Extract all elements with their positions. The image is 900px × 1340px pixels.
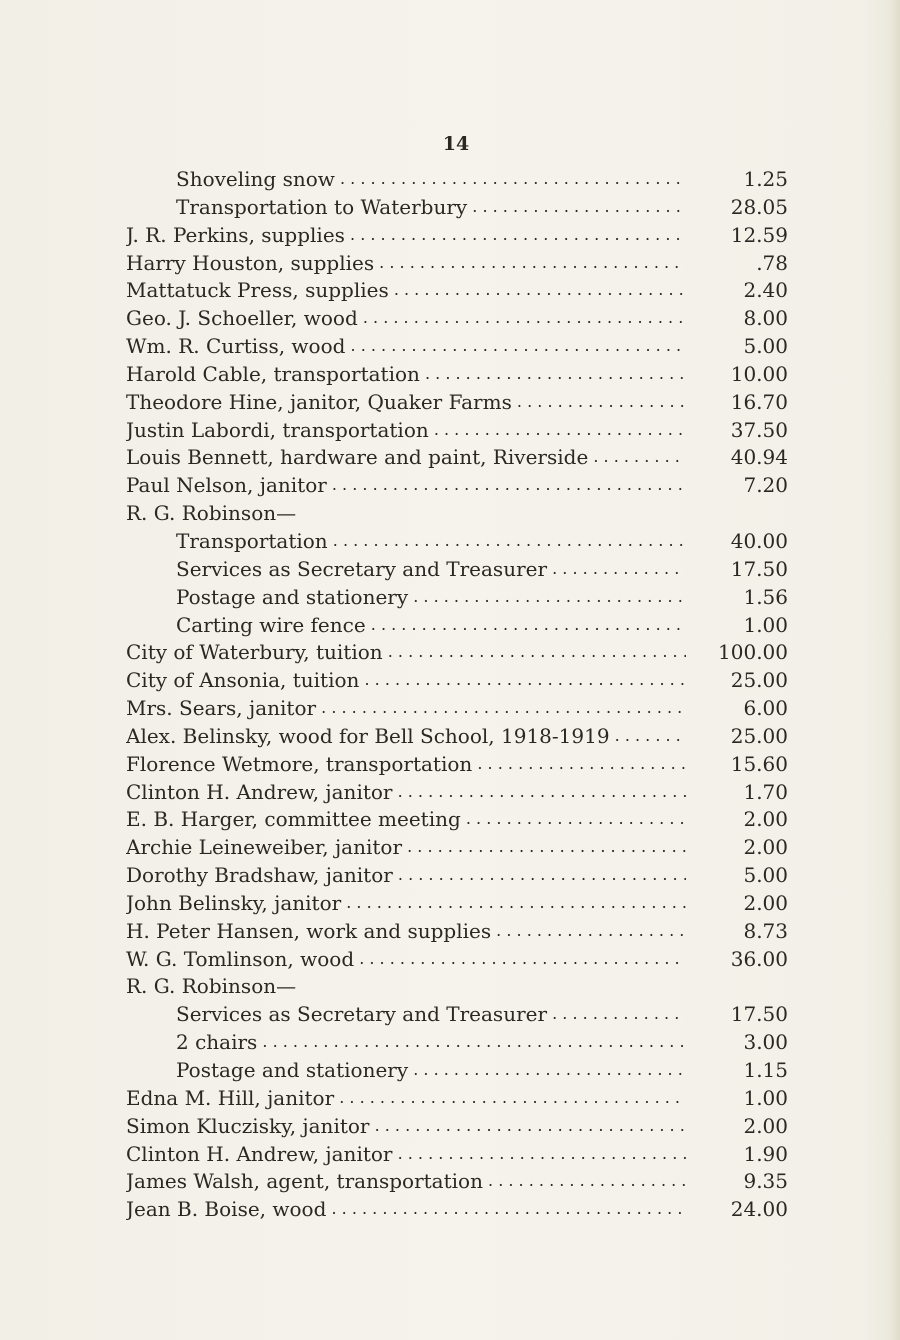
ledger-row bbox=[0, 250, 900, 278]
ledger-row bbox=[0, 1085, 900, 1113]
ledger-amount: 25.00 bbox=[730, 723, 788, 748]
ledger-amount: 10.00 bbox=[730, 361, 788, 386]
ledger-row bbox=[0, 333, 900, 361]
page-edge bbox=[890, 0, 900, 1340]
ledger-amount: .78 bbox=[756, 250, 788, 275]
ledger-amount: 37.50 bbox=[730, 417, 788, 442]
ledger-description: Mrs. Sears, janitor . . . bbox=[126, 695, 686, 724]
ledger-amount: 28.05 bbox=[730, 194, 788, 219]
ledger-row bbox=[0, 417, 900, 445]
ledger-row bbox=[0, 166, 900, 194]
ledger-description: Clinton H. Andrew, janitor . . . bbox=[126, 1141, 686, 1170]
ledger-row bbox=[0, 472, 900, 500]
ledger-amount: 2.00 bbox=[743, 835, 788, 860]
ledger-amount: 8.00 bbox=[743, 306, 788, 331]
ledger-row bbox=[0, 222, 900, 250]
ledger-amount: 5.00 bbox=[743, 334, 788, 359]
ledger-row bbox=[0, 194, 900, 222]
ledger-amount: 15.60 bbox=[730, 751, 788, 776]
ledger-description: City of Ansonia, tuition . . . bbox=[126, 667, 686, 696]
ledger-description: W. G. Tomlinson, wood . . . bbox=[126, 946, 686, 975]
ledger-row bbox=[0, 528, 900, 556]
ledger-description: Louis Bennett, hardware and paint, Riverside . . . bbox=[126, 444, 686, 473]
ledger-amount: 12.59 bbox=[730, 222, 788, 247]
ledger-row bbox=[0, 584, 900, 612]
ledger-row bbox=[0, 556, 900, 584]
page-number: 14 bbox=[442, 133, 470, 155]
ledger-amount: 8.73 bbox=[743, 918, 788, 943]
ledger-description: Jean B. Boise, wood . . . bbox=[126, 1196, 686, 1225]
ledger-description: R. G. Robinson— bbox=[126, 974, 297, 999]
ledger-description: James Walsh, agent, transportation . . . bbox=[126, 1168, 686, 1197]
ledger-description: Harry Houston, supplies . . . bbox=[126, 250, 686, 279]
ledger-amount: 36.00 bbox=[730, 946, 788, 971]
ledger-description: Wm. R. Curtiss, wood . . . bbox=[126, 333, 686, 362]
ledger-description: Carting wire fence . . . bbox=[176, 612, 686, 641]
ledger-row bbox=[0, 779, 900, 807]
ledger-amount: 17.50 bbox=[730, 556, 788, 581]
ledger-description: Postage and stationery . . . bbox=[176, 1057, 686, 1086]
ledger-description: Postage and stationery . . . bbox=[176, 584, 686, 613]
ledger-description: Harold Cable, transportation . . . bbox=[126, 361, 686, 390]
ledger-description: E. B. Harger, committee meeting . . . bbox=[126, 806, 686, 835]
ledger-row bbox=[0, 361, 900, 389]
ledger-row bbox=[0, 723, 900, 751]
ledger-description: Clinton H. Andrew, janitor . . . bbox=[126, 779, 686, 808]
ledger-description: Simon Kluczisky, janitor . . . bbox=[126, 1113, 686, 1142]
ledger-row bbox=[0, 946, 900, 974]
ledger-amount: 7.20 bbox=[743, 473, 788, 498]
ledger-row bbox=[0, 667, 900, 695]
ledger-amount: 2.00 bbox=[743, 890, 788, 915]
ledger-description: J. R. Perkins, supplies . . . bbox=[126, 222, 686, 251]
ledger-row bbox=[0, 389, 900, 417]
ledger-description: Alex. Belinsky, wood for Bell School, 1918-1919 . . . bbox=[126, 723, 686, 752]
ledger-amount: 2.40 bbox=[743, 278, 788, 303]
ledger-amount: 24.00 bbox=[730, 1197, 788, 1222]
ledger-description: 2 chairs . . . bbox=[176, 1029, 686, 1058]
ledger-description: Shoveling snow . . . bbox=[176, 166, 686, 195]
ledger-row bbox=[0, 695, 900, 723]
ledger-description: Paul Nelson, janitor . . . bbox=[126, 472, 686, 501]
ledger-row bbox=[0, 1196, 900, 1224]
ledger-description: Edna M. Hill, janitor . . . bbox=[126, 1085, 686, 1114]
ledger-row bbox=[0, 612, 900, 640]
ledger-amount: 100.00 bbox=[718, 640, 788, 665]
ledger-description: Geo. J. Schoeller, wood . . . bbox=[126, 305, 686, 334]
ledger-row bbox=[0, 639, 900, 667]
ledger-amount: 5.00 bbox=[743, 863, 788, 888]
ledger-description: Services as Secretary and Treasurer . . . bbox=[176, 1001, 686, 1030]
ledger-row bbox=[0, 890, 900, 918]
ledger-row bbox=[0, 1057, 900, 1085]
ledger-amount: 40.00 bbox=[730, 528, 788, 553]
ledger-description: R. G. Robinson— bbox=[126, 501, 297, 526]
ledger-row bbox=[0, 1001, 900, 1029]
ledger-description: Transportation . . . bbox=[176, 528, 686, 557]
ledger-group-heading bbox=[0, 500, 900, 528]
ledger-amount: 2.00 bbox=[743, 1113, 788, 1138]
ledger-description: John Belinsky, janitor . . . bbox=[126, 890, 686, 919]
ledger-row bbox=[0, 1141, 900, 1169]
ledger-row bbox=[0, 1168, 900, 1196]
ledger-row bbox=[0, 806, 900, 834]
ledger-amount: 1.15 bbox=[743, 1058, 788, 1082]
ledger-description: Transportation to Waterbury . . . bbox=[176, 194, 686, 223]
expense-ledger bbox=[0, 166, 900, 1224]
ledger-amount: 25.00 bbox=[730, 668, 788, 693]
ledger-description: City of Waterbury, tuition . . . bbox=[126, 639, 686, 668]
ledger-amount: 1.25 bbox=[743, 167, 788, 191]
ledger-amount: 2.00 bbox=[743, 807, 788, 832]
ledger-row bbox=[0, 862, 900, 890]
ledger-description: Theodore Hine, janitor, Quaker Farms . . . bbox=[126, 389, 686, 418]
ledger-row bbox=[0, 1029, 900, 1057]
ledger-description: Archie Leineweiber, janitor . . . bbox=[126, 834, 686, 863]
ledger-row bbox=[0, 918, 900, 946]
ledger-amount: 1.70 bbox=[743, 779, 788, 804]
ledger-amount: 17.50 bbox=[730, 1002, 788, 1027]
ledger-amount: 16.70 bbox=[730, 389, 788, 414]
ledger-amount: 3.00 bbox=[743, 1030, 788, 1055]
ledger-amount: 6.00 bbox=[743, 696, 788, 721]
ledger-row bbox=[0, 834, 900, 862]
ledger-row bbox=[0, 305, 900, 333]
ledger-description: Florence Wetmore, transportation . . . bbox=[126, 751, 686, 780]
ledger-row bbox=[0, 277, 900, 305]
ledger-amount: 1.56 bbox=[743, 584, 788, 609]
ledger-row bbox=[0, 751, 900, 779]
ledger-description: Services as Secretary and Treasurer . . . bbox=[176, 556, 686, 585]
ledger-amount: 1.00 bbox=[743, 612, 788, 637]
ledger-description: Mattatuck Press, supplies . . . bbox=[126, 277, 686, 306]
ledger-description: H. Peter Hansen, work and supplies . . . bbox=[126, 918, 686, 947]
ledger-row bbox=[0, 444, 900, 472]
ledger-group-heading bbox=[0, 973, 900, 1001]
ledger-amount: 1.00 bbox=[743, 1085, 788, 1110]
ledger-amount: 9.35 bbox=[743, 1169, 788, 1194]
ledger-row bbox=[0, 1113, 900, 1141]
ledger-description: Dorothy Bradshaw, janitor . . . bbox=[126, 862, 686, 891]
ledger-amount: 40.94 bbox=[730, 445, 788, 470]
ledger-description: Justin Labordi, transportation . . . bbox=[126, 417, 686, 446]
ledger-amount: 1.90 bbox=[743, 1141, 788, 1166]
